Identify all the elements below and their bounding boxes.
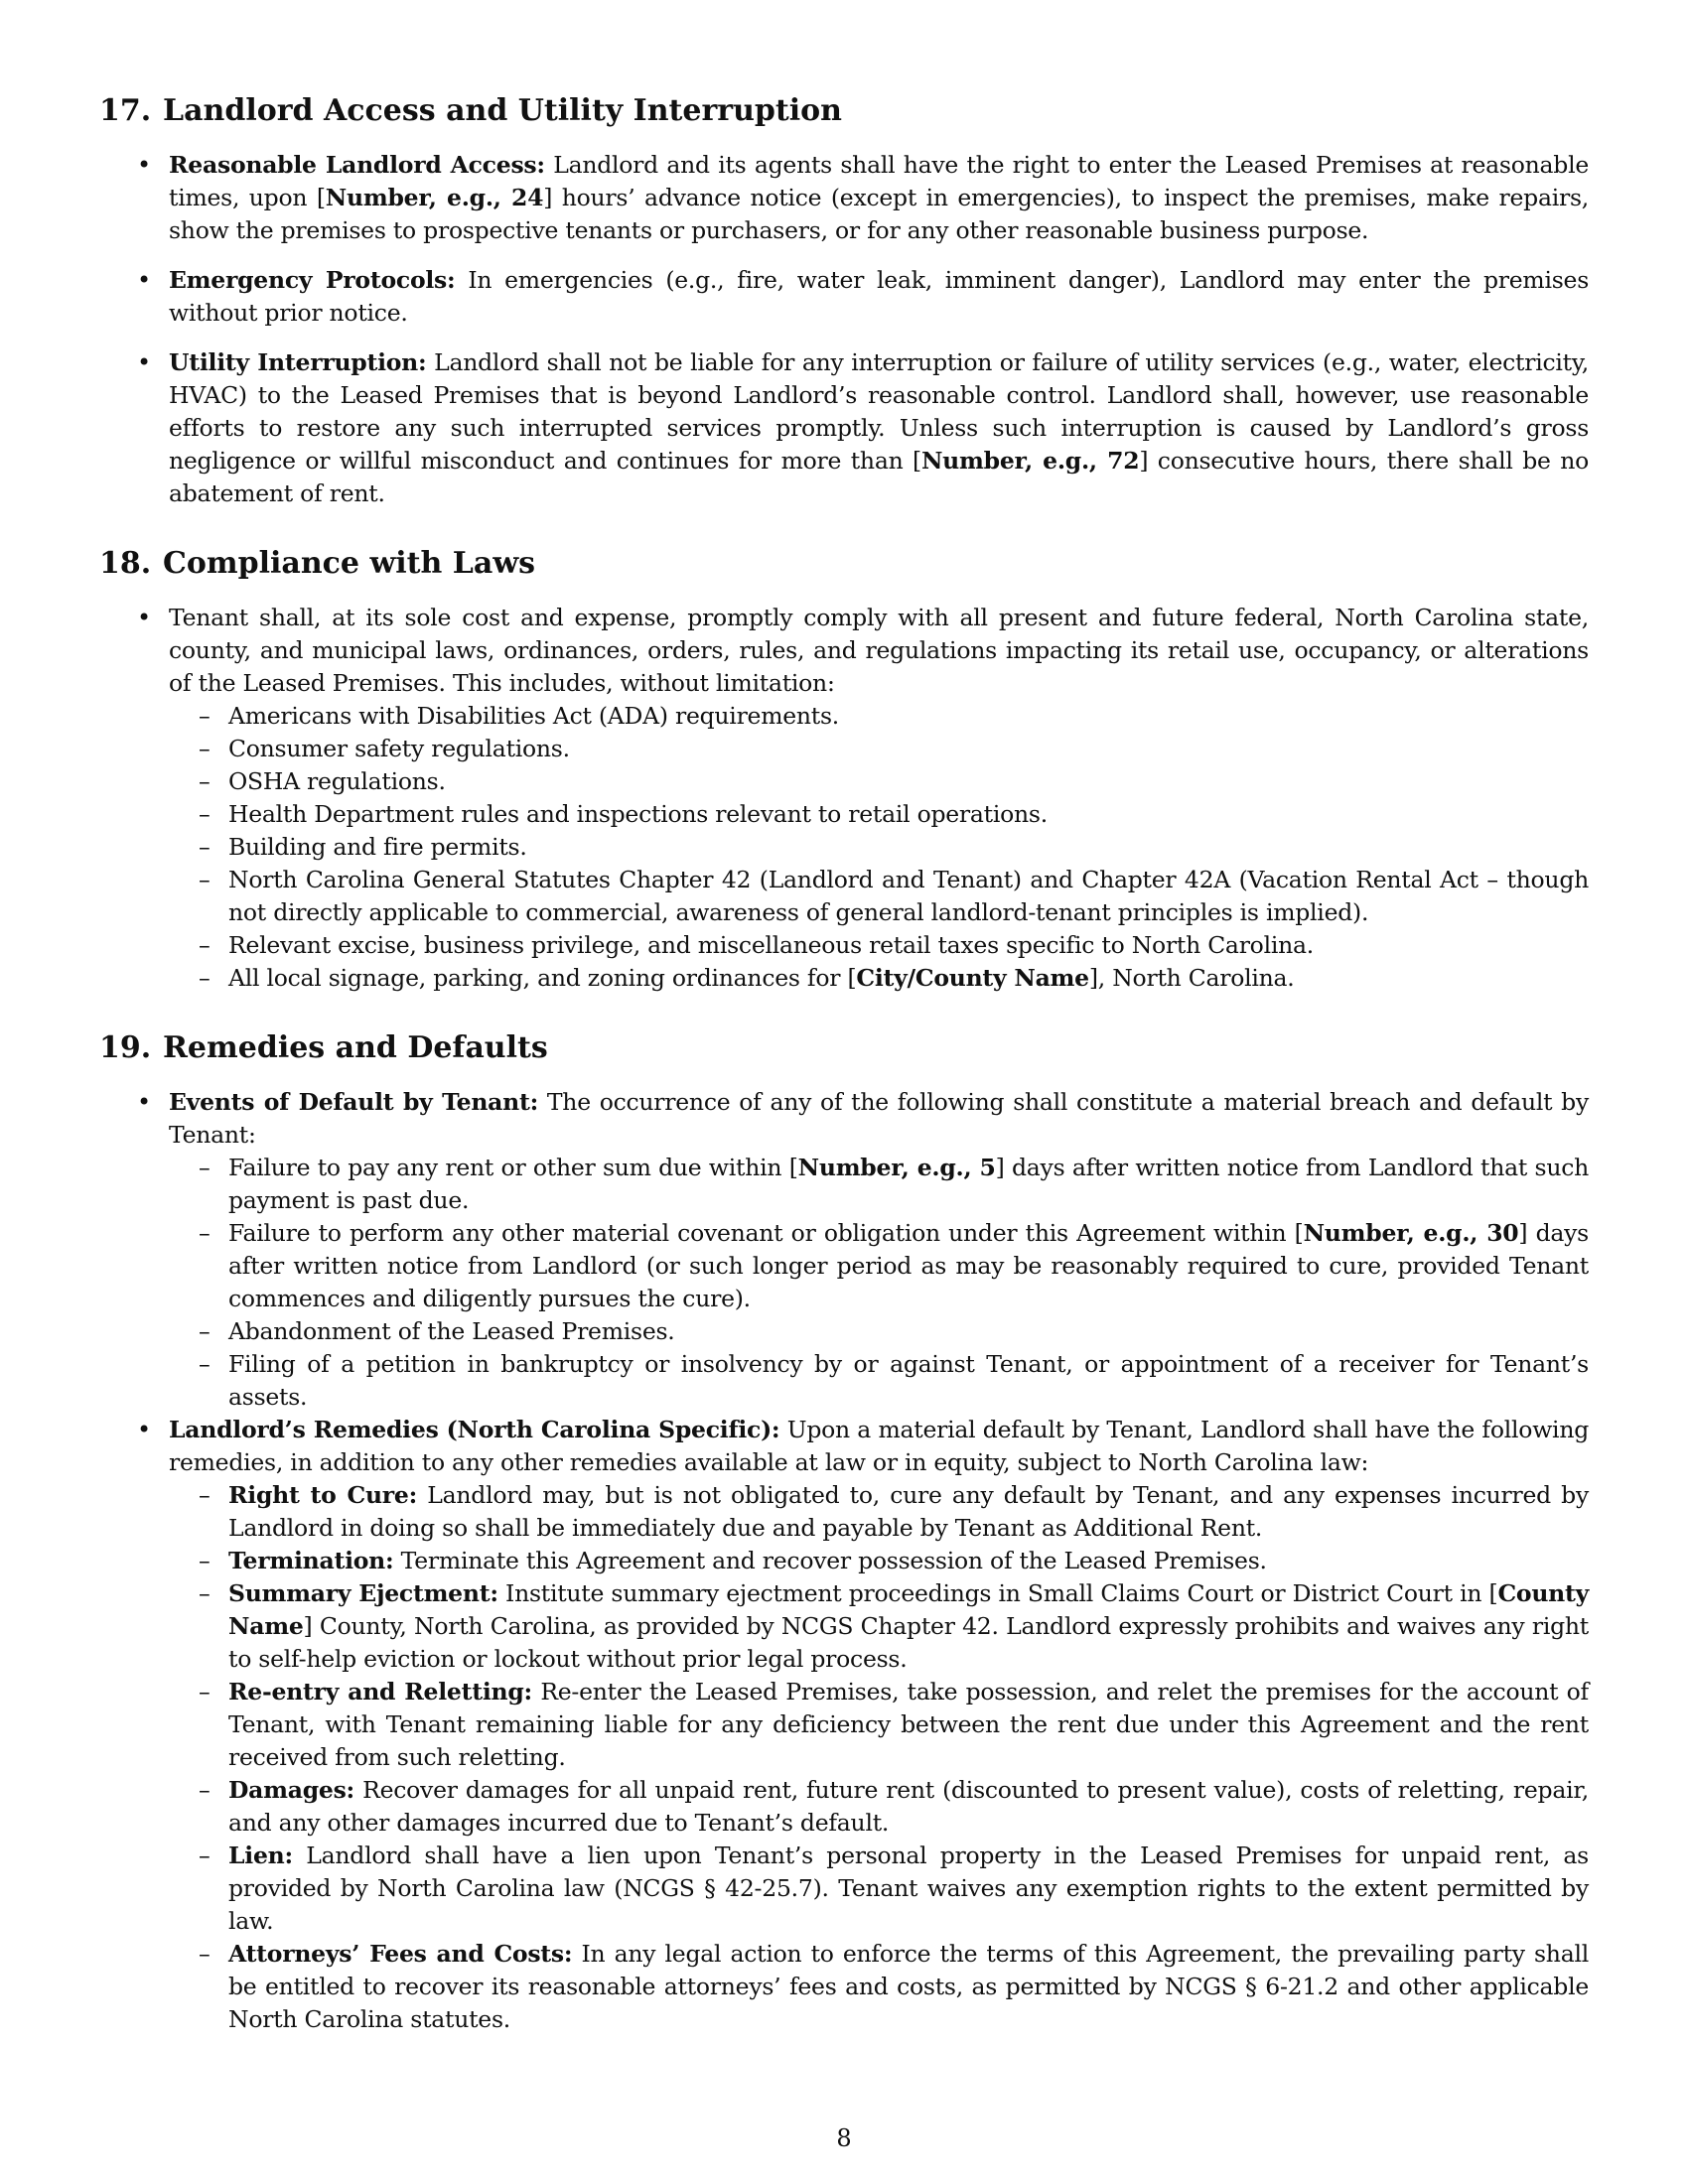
- section-19-title: [99, 1028, 1589, 1068]
- clause-text: Recover damages for all unpaid rent, future rent (discounted to present value), costs of reletting, repair, and any other damages incurred due to Tenant’s default.: [228, 1776, 1589, 1837]
- clause-text: Landlord shall have a lien upon Tenant’s personal property in the Leased Premises for unpaid rent, as provided by North Carolina law (NCGS § 42-25.7). Tenant waives any exemption rights to the extent permitted by law.: [228, 1842, 1589, 1935]
- clause-text: All local signage, parking, and zoning ordinances for [: [228, 964, 857, 992]
- list-item: [169, 1676, 1589, 1774]
- section-18-list: [99, 602, 1589, 995]
- placeholder-field: City/County Name: [856, 964, 1089, 992]
- list-item: – Relevant excise, business privilege, and miscellaneous retail taxes specific to North Carolina.: [169, 929, 1589, 962]
- clause-text: ] days after written notice from Landlord (or such longer period as may be reasonably required to cure, provided Tenant commences and diligently pursues the cure).: [228, 1219, 1589, 1312]
- clause-text: Failure to perform any other material covenant or obligation under this Agreement within [: [228, 1219, 1304, 1247]
- clause-label: Right to Cure:: [228, 1481, 418, 1509]
- section-title-text: Landlord Access and Utility Interruption: [163, 93, 842, 128]
- section-title-text: Remedies and Defaults: [163, 1030, 548, 1065]
- list-item: [169, 1152, 1589, 1217]
- clause-label: Reasonable Landlord Access:: [169, 151, 545, 179]
- placeholder-field: Number, e.g., 5: [797, 1154, 996, 1181]
- clause-text: Landlord and its agents shall have the right to enter the Leased Premises at reasonable times, upon [: [169, 151, 1589, 211]
- list-item: – Building and fire permits.: [169, 831, 1589, 864]
- clause-text: Failure to pay any rent or other sum due within [: [228, 1154, 798, 1181]
- clause-text: Institute summary ejectment proceedings in Small Claims Court or District Court in [: [497, 1579, 1498, 1607]
- list-item: [169, 1479, 1589, 1545]
- events-sublist: [169, 1152, 1589, 1414]
- clause-label: Utility Interruption:: [169, 348, 427, 376]
- list-item: – Consumer safety regulations.: [169, 733, 1589, 765]
- section-19-list: [99, 1086, 1589, 2036]
- section-18: [99, 544, 1589, 995]
- section-17-title: [99, 91, 1589, 131]
- section-18-title: [99, 544, 1589, 584]
- section-number: 19.: [99, 1030, 152, 1065]
- list-item: – Abandonment of the Leased Premises.: [169, 1315, 1589, 1348]
- clause-text: In any legal action to enforce the terms of this Agreement, the prevailing party shall be entitled to recover its reasonable attorneys’ fees and costs, as permitted by NCGS § 6-21.2 and other applicable North Carolina statutes.: [228, 1940, 1589, 2033]
- compliance-clause: [99, 602, 1589, 995]
- list-item: [169, 1577, 1589, 1676]
- placeholder-field: Number, e.g., 72: [920, 447, 1140, 475]
- list-item: [169, 962, 1589, 995]
- clause-label: Lien:: [228, 1842, 293, 1869]
- clause-text: Landlord may, but is not obligated to, cure any default by Tenant, and any expenses incurred by Landlord in doing so shall be immediately due and payable by Tenant as Additional Rent.: [228, 1481, 1589, 1542]
- clause-text: Landlord shall not be liable for any interruption or failure of utility services (e.g., water, electricity, HVAC) to the Leased Premises that is beyond Landlord’s reasonable control. Landlord shall, however, use reasonable efforts to restore any such interrupted services promptly. Unless such interruption is caused by Landlord’s gross negligence or willful misconduct and continues for more than [: [169, 348, 1589, 475]
- clause-text: ] days after written notice from Landlord that such payment is past due.: [228, 1154, 1590, 1214]
- list-item: [169, 1840, 1589, 1938]
- clause-label: Damages:: [228, 1776, 354, 1804]
- clause-label: Landlord’s Remedies (North Carolina Specific):: [169, 1416, 780, 1443]
- clause-label: Events of Default by Tenant:: [169, 1088, 539, 1116]
- list-item: – Filing of a petition in bankruptcy or insolvency by or against Tenant, or appointment of a receiver for Tenant’s assets.: [169, 1348, 1589, 1414]
- emergency-clause: [99, 264, 1589, 330]
- remedies-sublist: [169, 1479, 1589, 2036]
- section-17: [99, 91, 1589, 510]
- section-number: 18.: [99, 546, 152, 581]
- section-number: 17.: [99, 93, 152, 128]
- clause-text: ] consecutive hours, there shall be no abatement of rent.: [169, 447, 1589, 507]
- list-item: [169, 1774, 1589, 1840]
- placeholder-field: Number, e.g., 24: [325, 184, 544, 211]
- clause-text: In emergencies (e.g., fire, water leak, imminent danger), Landlord may enter the premises without prior notice.: [169, 266, 1589, 327]
- clause-text: Re-enter the Leased Premises, take possession, and relet the premises for the account of Tenant, with Tenant remaining liable for any deficiency between the rent due under this Agreement and the rent received from such reletting.: [228, 1678, 1589, 1771]
- clause-text: ] County, North Carolina, as provided by NCGS Chapter 42. Landlord expressly prohibits and waives any right to self-help eviction or lockout without prior legal process.: [228, 1612, 1589, 1673]
- clause-label: Attorneys’ Fees and Costs:: [228, 1940, 573, 1968]
- list-item: – North Carolina General Statutes Chapter 42 (Landlord and Tenant) and Chapter 42A (Vacation Rental Act – though not directly applicable to commercial, awareness of general landlord-tenant principles is implied).: [169, 864, 1589, 929]
- clause-text: Terminate this Agreement and recover possession of the Leased Premises.: [393, 1547, 1267, 1574]
- clause-text: The occurrence of any of the following shall constitute a material breach and default by Tenant:: [169, 1088, 1589, 1149]
- list-item: [169, 1217, 1589, 1315]
- utility-clause: [99, 346, 1589, 510]
- events-of-default-clause: [99, 1086, 1589, 1414]
- list-item: – Americans with Disabilities Act (ADA) requirements.: [169, 700, 1589, 733]
- page-number: 8: [836, 2124, 852, 2152]
- clause-text: ] hours’ advance notice (except in emergencies), to inspect the premises, make repairs, show the premises to prospective tenants or purchasers, or for any other reasonable business purpose.: [169, 184, 1589, 244]
- document-page: [99, 91, 1589, 2070]
- list-item: – Health Department rules and inspections relevant to retail operations.: [169, 798, 1589, 831]
- clause-text: ], North Carolina.: [1088, 964, 1295, 992]
- clause-label: Emergency Protocols:: [169, 266, 456, 294]
- list-item: – OSHA regulations.: [169, 765, 1589, 798]
- compliance-sublist: [169, 700, 1589, 995]
- placeholder-field: County Name: [228, 1579, 1589, 1640]
- clause-label: Summary Ejectment:: [228, 1579, 498, 1607]
- section-19: [99, 1028, 1589, 2036]
- clause-text: Upon a material default by Tenant, Landlord shall have the following remedies, in addition to any other remedies available at law or in equity, subject to North Carolina law:: [169, 1416, 1589, 1476]
- clause-label: Re-entry and Reletting:: [228, 1678, 532, 1706]
- access-clause: [99, 149, 1589, 247]
- section-17-list: [99, 149, 1589, 510]
- clause-text: Tenant shall, at its sole cost and expense, promptly comply with all present and future federal, North Carolina state, county, and municipal laws, ordinances, orders, rules, and regulations impacting its retail use, occupancy, or alterations of the Leased Premises. This includes, without limitation:: [169, 604, 1589, 697]
- list-item: [169, 1938, 1589, 2036]
- landlord-remedies-clause: [99, 1414, 1589, 2036]
- section-title-text: Compliance with Laws: [163, 546, 536, 581]
- list-item: [169, 1545, 1589, 1577]
- placeholder-field: Number, e.g., 30: [1303, 1219, 1519, 1247]
- clause-label: Termination:: [228, 1547, 394, 1574]
